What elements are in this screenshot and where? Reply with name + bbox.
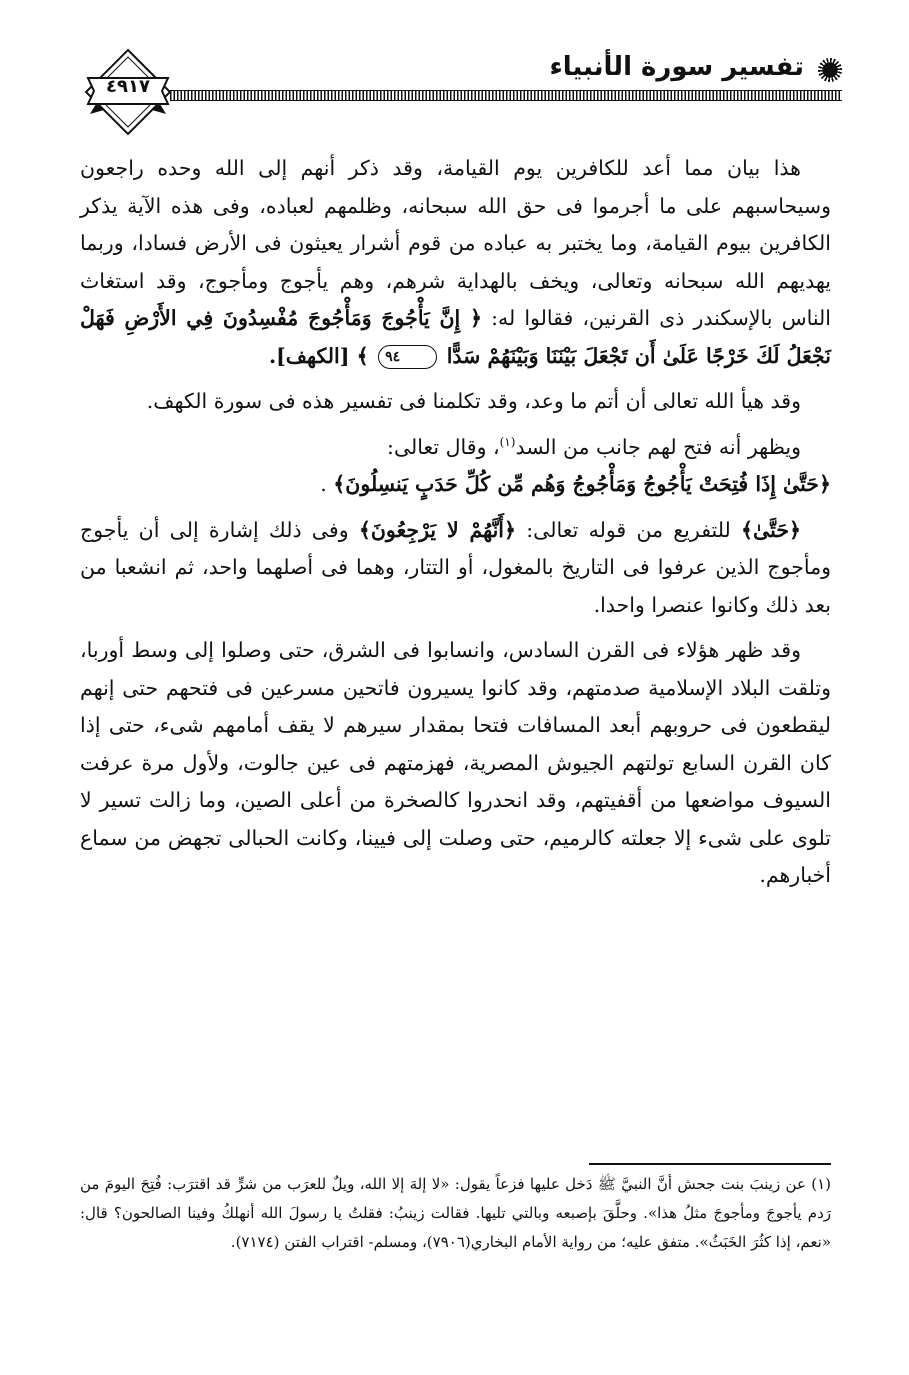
paragraph-text: وفى ذلك إشارة إلى أن يأجوج ومأجوج الذين عرفوا فى التاريخ بالمغول، أو التتار، وهما فى أصلهما واحد، ثم انشعبا من بعد ذلك وكانوا عنصرا واحدا.: [80, 517, 831, 617]
ornament-icon: [818, 58, 842, 82]
page-header: [82, 48, 842, 138]
paragraph-text: ويظهر أنه فتح لهم جانب من السد: [515, 434, 801, 459]
paragraph: [80, 632, 831, 895]
paragraph: [80, 512, 831, 625]
paragraph-text: .: [320, 472, 327, 496]
footnote-divider: [589, 1163, 831, 1165]
ayah-number-marker: ٩٤: [378, 345, 437, 369]
paragraph-text: للتفريع من قوله تعالى:: [526, 517, 731, 542]
footnote: [80, 1170, 831, 1257]
quran-verse: ﴿حَتَّىٰ﴾: [741, 517, 801, 542]
surah-reference: ﴾ [الكهف].: [268, 343, 369, 368]
paragraph: [80, 429, 831, 504]
page-number: ٤٩١٧: [106, 76, 150, 97]
footnote-reference[interactable]: (١): [499, 434, 516, 449]
main-text: [80, 150, 831, 903]
quran-verse: ﴿حَتَّىٰ إِذَا فُتِحَتْ يَأْجُوجُ وَمَأْجُوجُ وَهُم مِّن كُلِّ حَدَبٍ يَنسِلُونَ﴾: [333, 472, 831, 496]
quran-verse: ﴿ إِنَّ يَأْجُوجَ وَمَأْجُوجَ مُفْسِدُونَ فِي الأَرْضِ فَهَلْ نَجْعَلُ لَكَ خَرْجًا عَلَىٰ أَن تَجْعَلَ بَيْنَنَا وَبَيْنَهُمْ سَدًّا: [80, 306, 831, 368]
header-rule: [170, 90, 842, 101]
running-title: تفسير سورة الأنبياء: [549, 52, 804, 82]
quran-verse: ﴿أَنَّهُمْ لا يَرْجِعُونَ﴾: [358, 517, 517, 542]
paragraph-text: وقد هيأ الله تعالى أن أتم ما وعد، وقد تكلمنا فى تفسير هذه فى سورة الكهف.: [146, 389, 801, 413]
footnote-text: (١) عن زينبَ بنت جحش أنَّ النبيَّ ﷺ دَخل عليها فزعاً يقول: «لا إلهَ إلا الله، ويلٌ للعرَب من شرٍّ قد اقترَب: فُتِحَ اليومَ من رَدم يأجوجَ ومأجوجَ مثلُ هذا». وحلَّقَ بإصبعه وبالتي تليها. فقالت زينبُ: فقلتُ يا رسولَ الله أنهلكُ وفينا الصالحون؟ قال: «نعم، إذا كثُرَ الخَبَثُ». متفق عليه؛ من رواية الأمام البخاري(٧٩٠٦)، ومسلم- اقتراب الفتن (٧١٧٤).: [80, 1175, 831, 1251]
paragraph: [80, 150, 831, 375]
paragraph-text: هذا بيان مما أعد للكافرين يوم القيامة، وقد ذكر أنهم إلى الله وحده راجعون وسيحاسبهم على ما أجرموا فى حق الله سبحانه، وظلمهم لعباده، وفى هذه الآية يذكر الكافرين بيوم القيامة، وما يختبر به عباده من قوم أشرار يعيثون فى الأرض فسادا، وربما يهديهم الله سبحانه وتعالى، ويخف بالهداية شرهم، وهم يأجوج ومأجوج، وقد استغاث الناس بالإسكندر ذى القرنين، فقالوا له:: [80, 156, 831, 330]
paragraph: [80, 383, 831, 421]
page-number-badge: [82, 48, 174, 138]
paragraph-text: ، وقال تعالى:: [387, 434, 500, 459]
paragraph-text: وقد ظهر هؤلاء فى القرن السادس، وانسابوا فى الشرق، حتى وصلوا إلى وسط أوربا، وتلقت البلاد الإسلامية صدمتهم، وقد كانوا يسيرون فاتحين مسرعين فى فتحهم حتى إنهم ليقطعون فى حروبهم أبعد المسافات فتحا بمقدار سيرهم لا يقف أمامهم شىء، حتى إذا كان القرن السابع تولتهم الجيوش المصرية، فهزمتهم فى عين جالوت، ولأول مرة عرفت السيوف مواضعها من أقفيتهم، وقد انحدروا كالصخرة من أعلى الصين، وما زالت تسير لا تلوى على شىء إلا جعلته كالرميم، حتى وصلت إلى فيينا، وكانت الحبالى تجهض من سماع أخبارهم.: [80, 638, 831, 887]
